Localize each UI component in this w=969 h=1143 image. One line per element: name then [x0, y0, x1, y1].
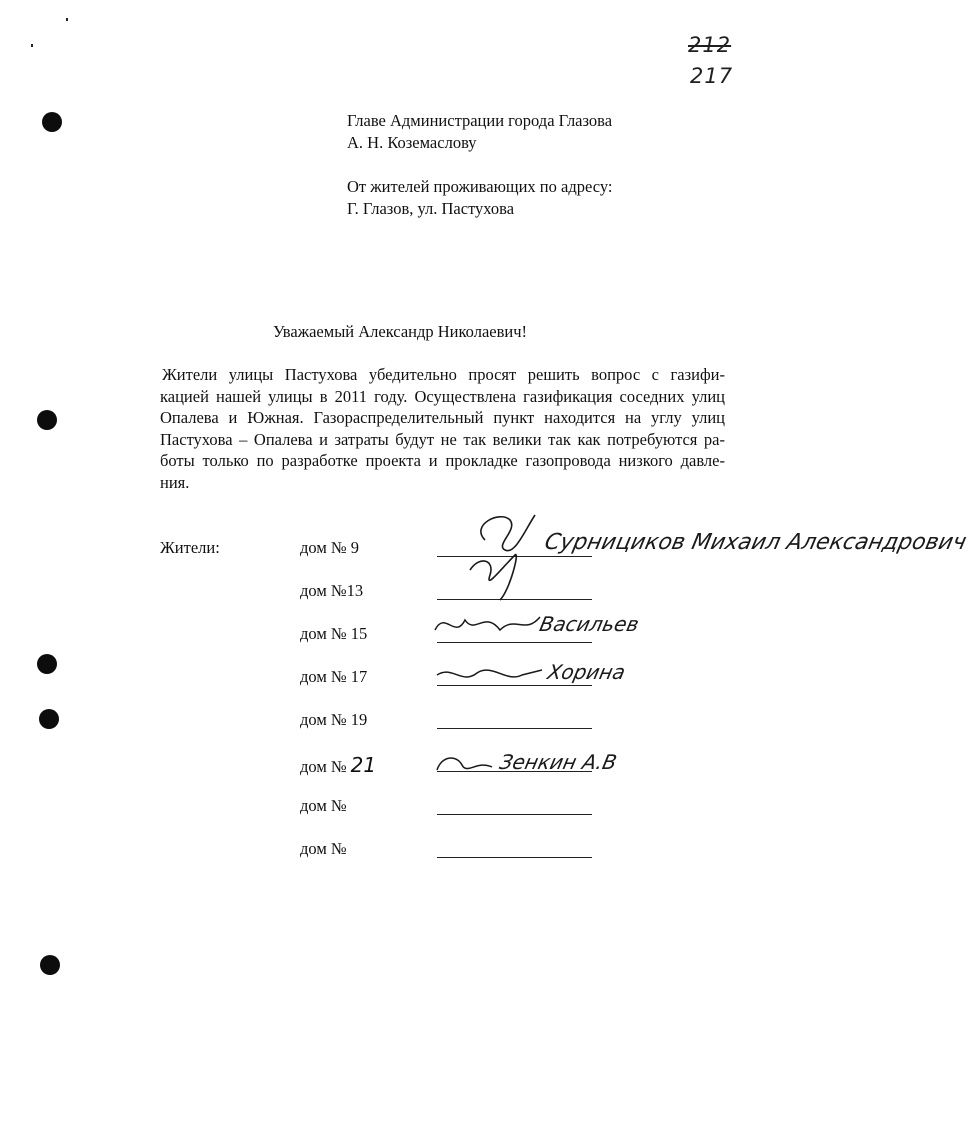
- handwritten-signature-scribble: [440, 500, 560, 610]
- punch-hole: [37, 410, 57, 430]
- house-label: дом № 17: [300, 667, 368, 686]
- handwritten-signature-scribble: [432, 655, 552, 695]
- archive-page-number-new: 217: [690, 64, 734, 88]
- signature-line: [437, 857, 592, 858]
- body-line: Жители улицы Пастухова убедительно просят решить вопрос с газифи-: [162, 365, 725, 384]
- body-line: ния.: [160, 472, 190, 492]
- punch-hole: [40, 955, 60, 975]
- signature-name: Сурнициков Михаил Александрович: [542, 530, 969, 555]
- letter-body: [160, 364, 725, 493]
- archive-page-number-old: 212: [688, 33, 732, 57]
- punch-hole: [39, 709, 59, 729]
- punch-hole: [42, 112, 62, 132]
- scan-speck: [66, 18, 68, 21]
- signature-name: Зенкин А.В: [497, 750, 620, 774]
- punch-hole: [37, 654, 57, 674]
- body-line: кацией нашей улицы в 2011 году. Осуществлена газификация соседних улиц: [160, 386, 725, 406]
- house-label: дом № 19: [300, 710, 368, 729]
- handwritten-house-number: 21: [350, 753, 377, 777]
- body-line: Опалева и Южная. Газораспределительный пункт находится на углу улиц: [160, 408, 725, 427]
- house-row: [300, 753, 376, 777]
- house-label: дом № 15: [300, 624, 368, 643]
- house-label: дом № 9: [300, 538, 360, 557]
- addressee-line: Главе Администрации города Глазова: [347, 111, 613, 130]
- signature-line: [437, 728, 592, 729]
- residents-label: Жители:: [160, 538, 220, 557]
- addressee-name: А. Н. Коземаслову: [347, 133, 477, 152]
- house-label: дом №: [300, 757, 347, 776]
- sender-address: Г. Глазов, ул. Пастухова: [347, 199, 515, 218]
- body-line: боты только по разработке проекта и прокладке газопровода низкого давле-: [160, 451, 725, 470]
- sender-line: От жителей проживающих по адресу:: [347, 177, 613, 196]
- house-label: дом №: [300, 796, 347, 815]
- house-label: дом №13: [300, 581, 364, 600]
- house-label: дом №: [300, 839, 347, 858]
- signature-name: Васильев: [537, 612, 642, 636]
- signature-name: Хорина: [545, 660, 628, 684]
- signature-line: [437, 814, 592, 815]
- handwritten-signature-scribble: [432, 745, 502, 785]
- scan-speck: [31, 44, 33, 47]
- body-line: Пастухова – Опалева и затраты будут не так велики так как потребуются ра-: [160, 429, 725, 449]
- greeting: Уважаемый Александр Николаевич!: [272, 322, 528, 341]
